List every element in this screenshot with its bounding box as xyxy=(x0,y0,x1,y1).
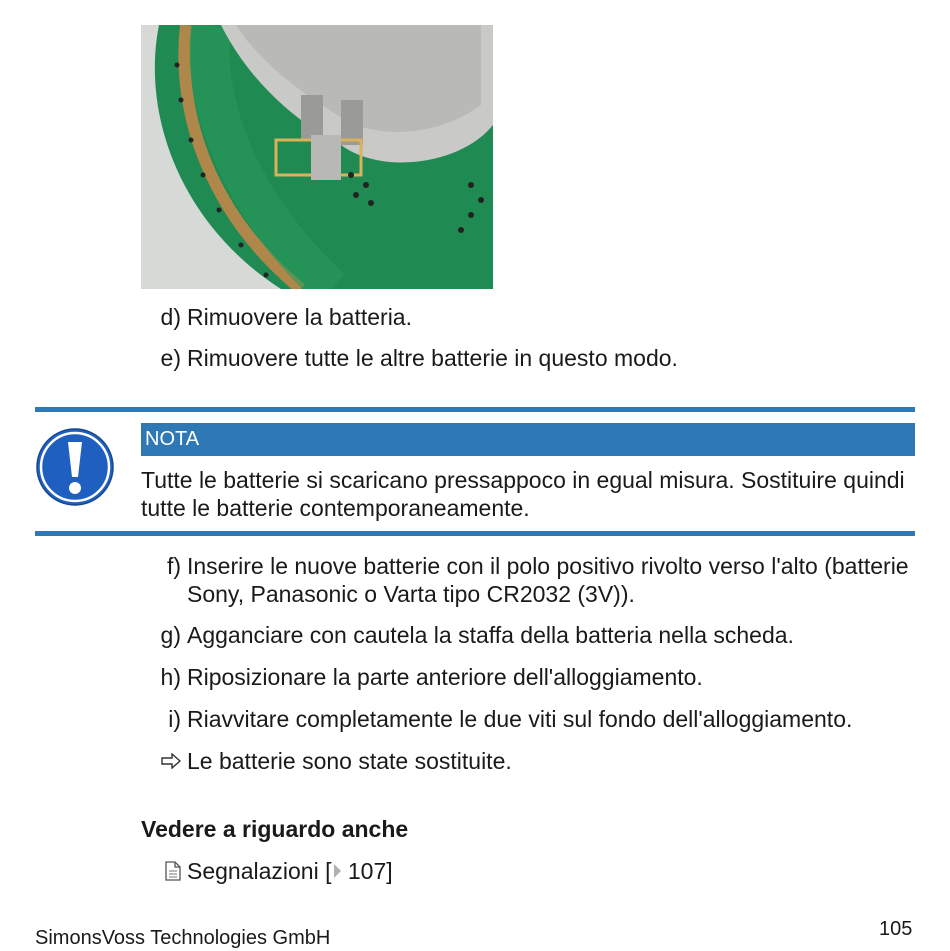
note-title: NOTA xyxy=(141,423,915,456)
step-label: g) xyxy=(160,622,181,648)
note-bottom-rule xyxy=(35,531,915,536)
list-item xyxy=(141,663,931,691)
step-label: f) xyxy=(166,553,181,579)
footer-company: SimonsVoss Technologies GmbH xyxy=(35,927,331,949)
see-also-heading: Vedere a riguardo anche xyxy=(141,816,409,842)
list-item xyxy=(141,303,931,331)
step-text: Agganciare con cautela la staffa della batteria nella scheda. xyxy=(187,622,794,648)
document-icon xyxy=(141,857,187,887)
page-ref-arrow-icon xyxy=(332,863,342,879)
step-text: Rimuovere la batteria. xyxy=(187,304,412,330)
step-text: Riavvitare completamente le due viti sul fondo dell'alloggiamento. xyxy=(187,706,853,732)
link-page[interactable]: 107] xyxy=(341,858,393,884)
list-item xyxy=(141,344,931,372)
list-item xyxy=(141,621,931,649)
list-item xyxy=(141,705,931,733)
circuit-board-photo xyxy=(141,25,493,289)
warning-exclamation-icon xyxy=(35,427,115,507)
result-item xyxy=(141,747,931,775)
step-label: d) xyxy=(160,304,181,330)
step-text: Inserire le nuove batterie con il polo positivo rivolto verso l'alto (batterie Sony, Panasonic o Varta tipo CR2032 (3V)). xyxy=(187,553,909,607)
step-label: i) xyxy=(168,706,181,732)
see-also-link[interactable] xyxy=(141,857,931,887)
step-text: Rimuovere tutte le altre batterie in questo modo. xyxy=(187,345,678,371)
result-arrow-icon xyxy=(141,747,187,775)
note-top-rule xyxy=(35,407,915,412)
page-number: 105 xyxy=(879,918,913,940)
step-text: Riposizionare la parte anteriore dell'alloggiamento. xyxy=(187,664,703,690)
step-label: h) xyxy=(160,664,181,690)
link-text[interactable]: Segnalazioni [ xyxy=(187,858,332,884)
step-label: e) xyxy=(160,345,181,371)
note-text: Tutte le batterie si scaricano pressappoco in egual misura. Sostituire quindi tutte le batterie contemporaneamente. xyxy=(141,467,905,521)
result-text: Le batterie sono state sostituite. xyxy=(187,748,512,774)
list-item xyxy=(141,552,931,608)
